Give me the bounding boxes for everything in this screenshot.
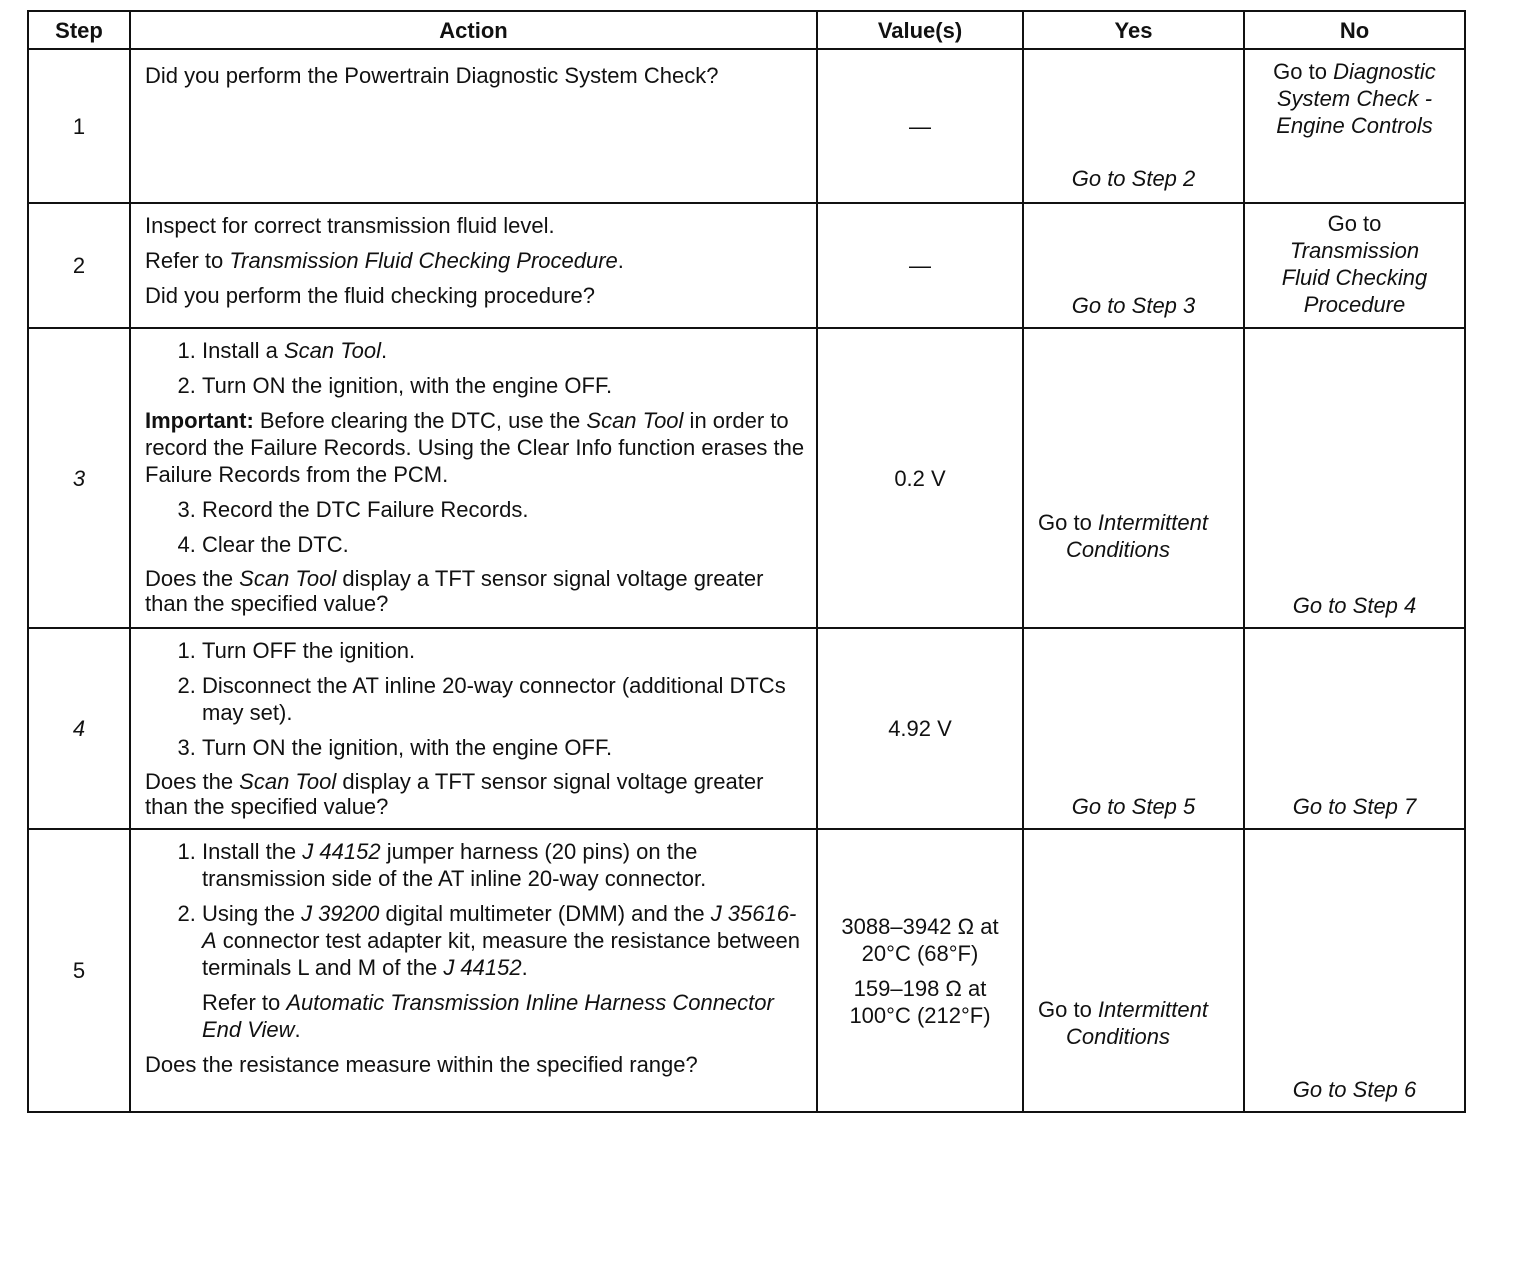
list-item: 3. Record the DTC Failure Records. [202,496,806,523]
yes-link[interactable]: Go to Step 5 [1071,794,1196,819]
no-link[interactable]: Transmission [1289,238,1420,263]
yes-cell [1023,628,1244,829]
yes-cell [1023,829,1244,1112]
list-item: 2. Disconnect the AT inline 20-way connector (additional DTCs may set). [202,672,806,726]
action-cell: Inspect for correct transmission fluid level. Refer to Transmission Fluid Checking Procedure. Did you perform the fluid checking procedure? [130,203,817,328]
list-item: 3. Turn ON the ignition, with the engine OFF. [202,734,806,761]
no-cell [1244,628,1465,829]
action-cell [130,628,817,829]
step-number: 4 [28,628,130,829]
list-item: 1. Install the J 44152 jumper harness (20 pins) on the transmission side of the AT inline 20-way connector. [202,838,806,892]
no-link[interactable]: Go to Step 4 [1292,593,1417,618]
step-list [145,838,806,1043]
no-cell [1244,328,1465,628]
list-item: 4. Clear the DTC. [202,531,806,558]
no-cell [1244,829,1465,1112]
header-step: Step [28,11,130,49]
action-cell [130,49,817,203]
action-question: Did you perform the Powertrain Diagnostic System Check? [145,63,719,88]
list-item: 2. Using the J 39200 digital multimeter (DMM) and the J 35616-A connector test adapter kit, measure the resistance between terminals L and M of the J 44152. Refer to Automatic Transmission Inline Harness Connector End View. [202,900,806,1043]
header-row [28,11,1465,49]
list-item: 1. Turn OFF the ignition. [202,637,806,664]
no-cell: Go to Diagnostic System Check - Engine Controls [1244,49,1465,203]
table-row [28,328,1465,628]
yes-link[interactable]: Go to Step 2 [1071,166,1196,191]
value-cell: 3088–3942 Ω at 20°C (68°F) 159–198 Ω at 100°C (212°F) [817,829,1023,1112]
step-list [145,496,806,558]
step-list [145,637,806,761]
list-item: 2. Turn ON the ignition, with the engine OFF. [202,372,806,399]
table-row [28,628,1465,829]
yes-cell [1023,328,1244,628]
table-row [28,49,1465,203]
no-link[interactable]: Go to Step 6 [1292,1077,1417,1102]
action-question: Does the Scan Tool display a TFT sensor signal voltage greater than the specified value? [145,566,764,616]
step-list [145,337,806,399]
no-link[interactable]: Go to Step 7 [1292,794,1417,819]
action-cell [130,328,817,628]
step-number: 5 [28,829,130,1112]
value-cell: — [817,203,1023,328]
header-no: No [1244,11,1465,49]
list-item: 1. Install a Scan Tool. [202,337,806,364]
table-row [28,829,1465,1112]
no-link[interactable]: Diagnostic [1333,59,1436,84]
step-number: 2 [28,203,130,328]
value-cell: 0.2 V [817,328,1023,628]
important-note: Important: Before clearing the DTC, use the Scan Tool in order to record the Failure Records. Using the Clear Info function erases the Failure Records from the PCM. [145,408,805,487]
table-row [28,203,1465,328]
header-yes: Yes [1023,11,1244,49]
step-number: 3 [28,328,130,628]
step-number: 1 [28,49,130,203]
refer-link[interactable]: Transmission Fluid Checking Procedure [229,248,618,273]
action-question: Does the resistance measure within the specified range? [145,1052,698,1077]
action-cell [130,829,817,1112]
action-question: Did you perform the fluid checking procedure? [145,283,596,308]
value-cell: — [817,49,1023,203]
diagnostic-table [27,10,1466,1113]
value-cell: 4.92 V [817,628,1023,829]
action-question: Does the Scan Tool display a TFT sensor signal voltage greater than the specified value? [145,769,764,819]
yes-link[interactable]: Go to Intermittent Conditions [1038,997,1208,1049]
header-values: Value(s) [817,11,1023,49]
header-action: Action [130,11,817,49]
yes-link[interactable]: Go to Step 3 [1071,293,1196,318]
yes-link[interactable]: Go to Intermittent Conditions [1038,510,1208,562]
no-cell: Go to Transmission Fluid Checking Procedure [1244,203,1465,328]
yes-cell [1023,203,1244,328]
refer-note: Refer to Automatic Transmission Inline Harness Connector End View. [202,990,774,1042]
yes-cell [1023,49,1244,203]
